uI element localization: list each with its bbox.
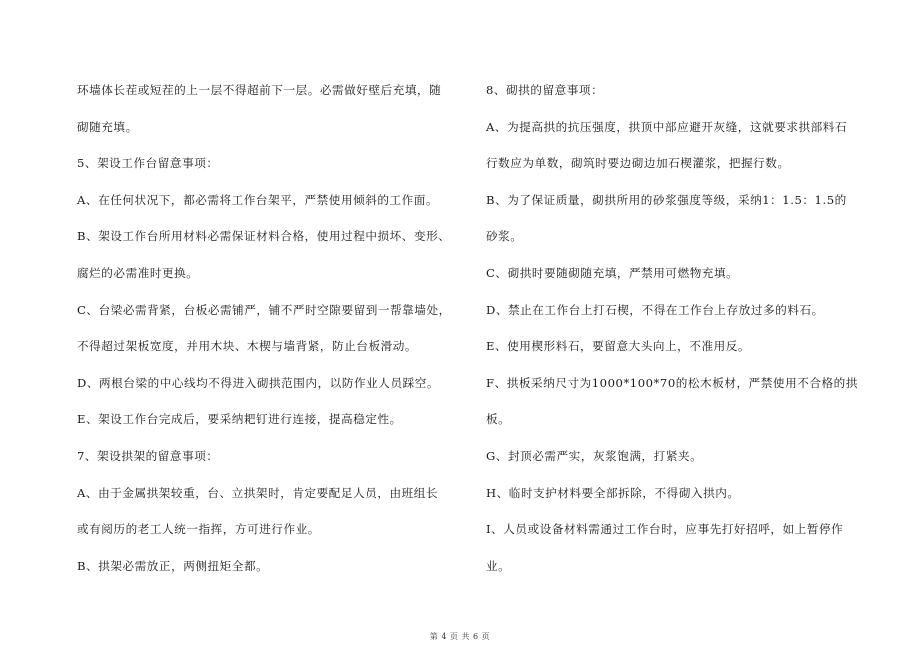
paragraph-line: 行数应为单数，砌筑时要边砌边加石楔灌浆，把握行数。 [486,156,790,171]
paragraph-line: F、拱板采纳尺寸为1000*100*70的松木板材，严禁使用不合格的拱 [486,375,858,390]
paragraph-line: 砂浆。 [486,229,523,244]
paragraph-line: E、使用楔形料石，要留意大头向上，不准用反。 [486,339,751,354]
paragraph-line: D、禁止在工作台上打石楔，不得在工作台上存放过多的料石。 [486,302,824,317]
page-number-footer: 第 4 页 共 6 页 [429,632,491,641]
paragraph-line: 或有阅历的老工人统一指挥，方可进行作业。 [77,522,320,537]
paragraph-line: A、在任何状况下，都必需将工作台架平，严禁使用倾斜的工作面。 [77,192,439,207]
paragraph-line: 业。 [486,558,511,573]
paragraph-line: 砌随充填。 [77,119,138,134]
paragraph-line: 板。 [486,412,511,427]
paragraph-line: 不得超过架板宽度，并用木块、木楔与墙背紧，防止台板滑动。 [77,339,418,354]
paragraph-line: B、架设工作台所用材料必需保证材料合格，使用过程中损坏、变形、 [77,229,451,244]
paragraph-line: C、砌拱时要随砌随充填，严禁用可燃物充填。 [486,265,739,280]
paragraph-line: B、为了保证质量，砌拱所用的砂浆强度等级，采纳1：1.5：1.5的 [486,192,847,207]
paragraph-line: E、架设工作台完成后，要采纳耙钉进行连接，提高稳定性。 [77,412,402,427]
section-heading: 5、架设工作台留意事项： [77,156,219,171]
section-heading: 8、砌拱的留意事项： [486,83,604,97]
paragraph-line: C、台梁必需背紧，台板必需铺严，铺不严时空隙要留到一帮靠墙处， [77,302,451,317]
paragraph-line: A、由于金属拱架较重，台、立拱架时，肯定要配足人员，由班组长 [77,485,439,500]
paragraph-line: 腐烂的必需准时更换。 [77,265,199,280]
paragraph-line: B、拱架必需放正，两侧扭矩全都。 [77,558,269,573]
paragraph-line: I、人员或设备材料需通过工作台时，应事先打好招呼，如上暂停作 [486,522,844,537]
paragraph-line: 环墙体长茬或短茬的上一层不得超前下一层。必需做好壁后充填，随 [77,83,442,97]
right-text-column [486,72,866,584]
paragraph-line: G、封顶必需严实，灰浆饱满，打紧夹。 [486,448,703,463]
left-text-column [77,72,457,584]
paragraph-line: A、为提高拱的抗压强度，拱顶中部应避开灰缝，这就要求拱部料石 [486,119,848,134]
paragraph-line: H、临时支护材料要全部拆除，不得砌入拱内。 [486,485,740,500]
section-heading: 7、架设拱架的留意事项： [77,448,219,463]
paragraph-line: D、两根台梁的中心线均不得进入砌拱范围内，以防作业人员踩空。 [77,375,440,390]
